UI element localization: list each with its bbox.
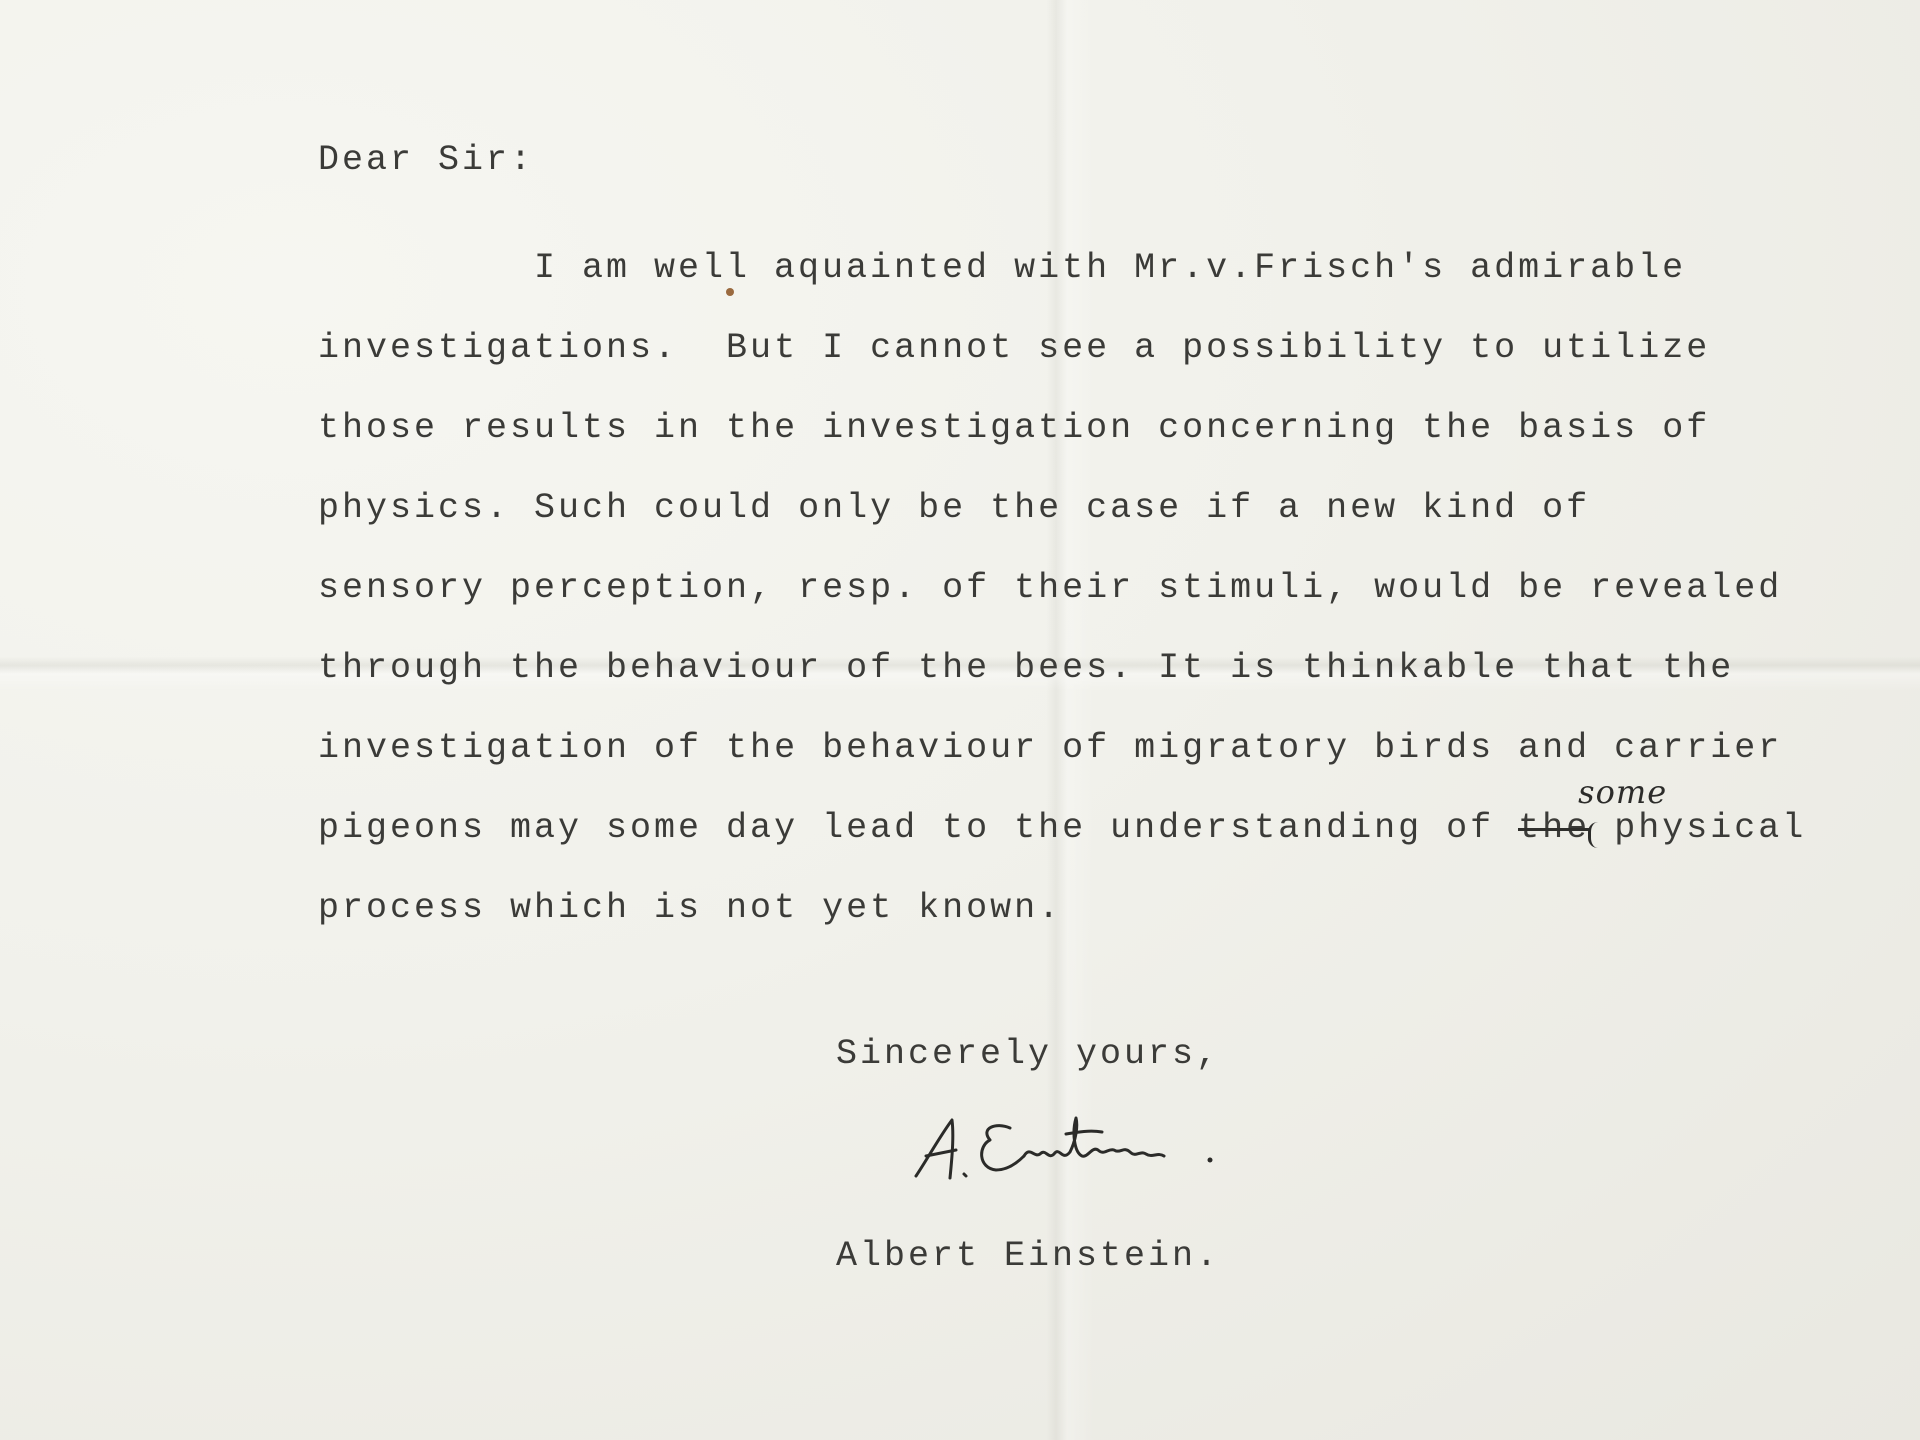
letter-line: sensory perception, resp. of their stimuli, would be revealed <box>318 568 1783 608</box>
letter-line: investigation of the behaviour of migratory birds and carrier <box>318 728 1783 768</box>
struck-word: the <box>1518 788 1590 868</box>
letter-line: I am well aquainted with Mr.v.Frisch's admirable <box>534 248 1687 288</box>
salutation: Dear Sir: <box>318 140 535 180</box>
handwritten-insertion: some <box>1578 773 1668 811</box>
insertion-caret-mark <box>1588 822 1605 848</box>
letter-line: physics. Such could only be the case if a new kind of <box>318 488 1591 528</box>
line-text-before: pigeons may some day lead to the understanding of <box>318 808 1519 848</box>
letter-line-correction <box>318 773 1818 868</box>
closing: Sincerely yours, <box>836 1034 1221 1074</box>
letter-line: investigations. But I cannot see a possibility to utilize <box>318 328 1711 368</box>
handwritten-correction <box>1518 773 1668 868</box>
typed-signature-name: Albert Einstein. <box>836 1236 1221 1276</box>
letter-line: process which is not yet known. <box>318 888 1063 928</box>
handwritten-signature <box>912 1106 1272 1196</box>
letter-line: through the behaviour of the bees. It is thinkable that the <box>318 648 1735 688</box>
line-text-after: physical <box>1590 808 1807 848</box>
letter-line: those results in the investigation concerning the basis of <box>318 408 1711 448</box>
signature-drawing <box>912 1106 1272 1196</box>
letter-paragraph <box>318 228 1818 948</box>
